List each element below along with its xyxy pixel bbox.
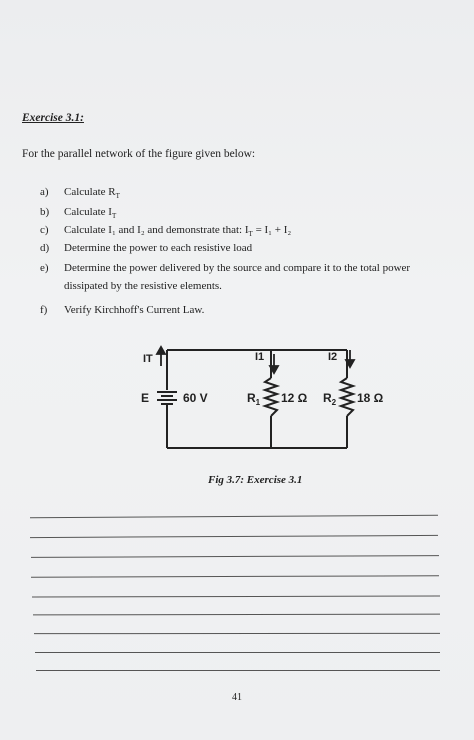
exercise-title: Exercise 3.1: xyxy=(22,112,84,124)
r2-label: $R_2$ xyxy=(323,391,337,407)
r1-label: $R_1$ xyxy=(247,391,261,407)
i2-label: I2 xyxy=(328,351,338,363)
answer-line xyxy=(35,652,440,653)
resistor-r2-symbol xyxy=(341,378,353,416)
answer-line xyxy=(30,535,438,538)
question-text: Calculate $I_T$ xyxy=(64,206,117,221)
question-text-line2: dissipated by the resistive elements. xyxy=(64,280,222,292)
question-label: e) xyxy=(40,262,49,274)
answer-line xyxy=(34,633,440,634)
i1-label: I1 xyxy=(255,351,265,363)
question-text: Determine the power to each resistive load xyxy=(64,242,253,254)
question-text: Verify Kirchhoff's Current Law. xyxy=(64,304,205,316)
it-label: IT xyxy=(143,353,153,365)
question-label: b) xyxy=(40,206,50,218)
answer-line xyxy=(32,595,440,597)
question-text: Determine the power delivered by the source and compare it to the total power xyxy=(64,262,411,274)
r2-value: 18 Ω xyxy=(357,391,384,405)
answer-line xyxy=(31,555,439,558)
answer-line xyxy=(31,575,439,577)
question-label: c) xyxy=(40,224,49,236)
resistor-r1-symbol xyxy=(265,378,277,416)
question-label: d) xyxy=(40,242,50,254)
answer-line xyxy=(33,614,440,616)
answer-line xyxy=(36,670,440,671)
question-text: Calculate $R_T$ xyxy=(64,186,120,201)
intro-text: For the parallel network of the figure given below: xyxy=(22,148,256,160)
source-label: E xyxy=(141,391,150,405)
figure-caption: Fig 3.7: Exercise 3.1 xyxy=(208,474,303,486)
answer-line xyxy=(30,515,438,518)
parallel-circuit-diagram xyxy=(135,340,395,460)
question-text: Calculate I₁ and I₂ and demonstrate that: $I_T = I_1 + I_2$ xyxy=(64,224,292,239)
page-number: 41 xyxy=(232,692,242,703)
r1-value: 12 Ω xyxy=(281,391,308,405)
source-value: 60 V xyxy=(183,391,208,405)
question-label: f) xyxy=(40,304,48,316)
question-label: a) xyxy=(40,186,49,198)
battery-symbol xyxy=(157,392,177,404)
